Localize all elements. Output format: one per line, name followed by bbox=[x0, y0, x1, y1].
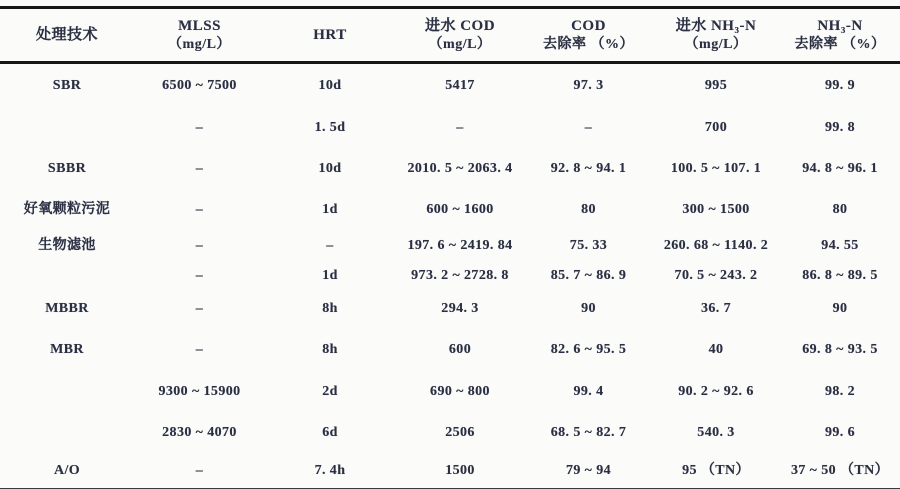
cell-nh3n-removal: 98. 2 bbox=[825, 383, 855, 399]
cell-nh3n-removal: 99. 9 bbox=[825, 78, 855, 94]
header-line2: 去除率 （%） bbox=[543, 36, 634, 52]
cell-influent-cod: 600 bbox=[448, 341, 472, 357]
cell-hrt: 6d bbox=[322, 425, 338, 441]
cell-influent-nh3n: 70. 5 ~ 243. 2 bbox=[674, 267, 758, 283]
cell-hrt: 7. 4h bbox=[314, 463, 346, 479]
header-line2: （mg/L） bbox=[168, 36, 231, 52]
col-header-hrt bbox=[265, 26, 395, 45]
cell-influent-cod: 973. 2 ~ 2728. 8 bbox=[411, 267, 509, 283]
cell-influent-nh3n: 700 bbox=[704, 119, 728, 135]
cell-influent-nh3n: 100. 5 ~ 107. 1 bbox=[670, 160, 762, 176]
cell-influent-nh3n: 300 ~ 1500 bbox=[682, 201, 750, 217]
cell-influent-nh3n: 36. 7 bbox=[701, 300, 731, 316]
cell-nh3n-removal: 94. 55 bbox=[821, 237, 859, 253]
cell-cod-removal: 90 bbox=[581, 300, 596, 316]
cell-influent-cod: 2010. 5 ~ 2063. 4 bbox=[407, 160, 513, 176]
header-line1: MLSS bbox=[178, 17, 221, 34]
cell-nh3n-removal: 99. 8 bbox=[825, 119, 855, 135]
cell-mlss: – bbox=[195, 160, 204, 176]
table-row-mbbr bbox=[0, 289, 900, 328]
cell-nh3n-removal: 69. 8 ~ 93. 5 bbox=[802, 341, 878, 357]
cell-cod-removal: 85. 7 ~ 86. 9 bbox=[550, 267, 627, 283]
cell-nh3n-removal: 90 bbox=[832, 300, 848, 316]
cell-technology: A/O bbox=[53, 463, 81, 479]
col-header-influent-nh3n bbox=[652, 17, 780, 53]
table-row-sbbr bbox=[0, 147, 900, 190]
cell-influent-cod: 197. 6 ~ 2419. 84 bbox=[407, 237, 513, 253]
cell-influent-cod: 5417 bbox=[445, 78, 475, 94]
cell-nh3n-removal: 94. 8 ~ 96. 1 bbox=[802, 160, 878, 176]
col-header-cod-removal bbox=[525, 17, 652, 53]
header-line2: （mg/L） bbox=[684, 36, 748, 52]
cell-hrt: 1d bbox=[322, 201, 338, 217]
table-row-biofilter bbox=[0, 229, 900, 262]
cell-cod-removal: 80 bbox=[581, 201, 596, 217]
table-body bbox=[0, 64, 900, 488]
cell-influent-nh3n: 90. 2 ~ 92. 6 bbox=[678, 383, 754, 399]
cell-influent-nh3n: 995 bbox=[704, 78, 728, 94]
cell-technology: 生物滤池 bbox=[38, 237, 96, 253]
table-row bbox=[0, 108, 900, 147]
header-line2: 去除率 （%） bbox=[794, 36, 886, 52]
cell-mlss: – bbox=[195, 201, 204, 217]
table-row-mbr bbox=[0, 328, 900, 371]
cell-technology: 好氧颗粒污泥 bbox=[23, 201, 111, 217]
cell-influent-cod: 2506 bbox=[445, 425, 475, 441]
cell-hrt: 10d bbox=[318, 160, 342, 176]
cell-influent-cod: 690 ~ 800 bbox=[430, 383, 490, 399]
header-line1: 处理技术 bbox=[35, 26, 98, 43]
cell-technology: SBR bbox=[52, 78, 82, 94]
cell-influent-cod: 600 ~ 1600 bbox=[426, 201, 494, 217]
cell-influent-cod: 294. 3 bbox=[441, 300, 479, 316]
cell-mlss: – bbox=[195, 300, 204, 316]
cell-influent-nh3n: 40 bbox=[708, 341, 724, 357]
cell-nh3n-removal: 80 bbox=[832, 201, 848, 217]
cell-cod-removal: 79 ~ 94 bbox=[565, 463, 612, 479]
cell-influent-cod: – bbox=[456, 119, 464, 135]
cell-cod-removal: 99. 4 bbox=[573, 383, 604, 399]
header-line1: COD bbox=[571, 17, 606, 34]
cell-hrt: 8h bbox=[322, 300, 338, 316]
table-row-sbr bbox=[0, 64, 900, 108]
cell-cod-removal: – bbox=[584, 119, 593, 135]
cell-influent-nh3n: 95 （TN） bbox=[682, 463, 750, 479]
cell-hrt: – bbox=[326, 237, 334, 253]
cell-mlss: 2830 ~ 4070 bbox=[162, 425, 237, 441]
cell-cod-removal: 75. 33 bbox=[569, 237, 608, 253]
cell-mlss: – bbox=[195, 267, 204, 283]
cell-cod-removal: 82. 6 ~ 95. 5 bbox=[550, 341, 627, 357]
cell-cod-removal: 68. 5 ~ 82. 7 bbox=[550, 425, 627, 441]
col-header-nh3n-removal bbox=[780, 17, 900, 53]
cell-cod-removal: 92. 8 ~ 94. 1 bbox=[550, 160, 627, 176]
header-line1: NH₃-N bbox=[817, 17, 863, 34]
cell-mlss: 6500 ~ 7500 bbox=[162, 78, 237, 94]
cell-hrt: 2d bbox=[322, 383, 338, 399]
cell-influent-nh3n: 540. 3 bbox=[697, 425, 735, 441]
header-line1: 进水 NH₃-N bbox=[675, 17, 757, 34]
cell-mlss: – bbox=[195, 237, 204, 253]
table-row-ao bbox=[0, 454, 900, 488]
table-row bbox=[0, 371, 900, 412]
col-header-mlss bbox=[134, 17, 265, 53]
cell-hrt: 1. 5d bbox=[314, 119, 346, 135]
cell-mlss: – bbox=[195, 463, 204, 479]
cell-mlss: – bbox=[195, 341, 204, 357]
cell-cod-removal: 97. 3 bbox=[573, 78, 604, 94]
cell-hrt: 8h bbox=[322, 341, 338, 357]
cell-nh3n-removal: 99. 6 bbox=[825, 425, 855, 441]
table-header-row bbox=[0, 9, 900, 61]
col-header-influent-cod bbox=[395, 17, 525, 53]
cell-mlss: – bbox=[195, 119, 204, 135]
cell-hrt: 10d bbox=[318, 78, 342, 94]
cell-technology: MBBR bbox=[45, 300, 89, 316]
table-row bbox=[0, 262, 900, 289]
cell-technology: MBR bbox=[50, 341, 84, 357]
header-line1: HRT bbox=[313, 26, 347, 43]
cell-mlss: 9300 ~ 15900 bbox=[158, 383, 241, 399]
header-line2: （mg/L） bbox=[428, 36, 492, 52]
cell-hrt: 1d bbox=[322, 267, 338, 283]
col-header-treatment-tech bbox=[0, 26, 134, 45]
header-line1: 进水 COD bbox=[424, 17, 496, 34]
cell-influent-cod: 1500 bbox=[445, 463, 475, 479]
cell-nh3n-removal: 37 ~ 50 （TN） bbox=[790, 463, 890, 479]
cell-technology: SBBR bbox=[47, 160, 87, 176]
cell-influent-nh3n: 260. 68 ~ 1140. 2 bbox=[663, 237, 769, 253]
table-row bbox=[0, 412, 900, 454]
table-row-aerobic-granular-sludge bbox=[0, 190, 900, 229]
cell-nh3n-removal: 86. 8 ~ 89. 5 bbox=[802, 267, 878, 283]
